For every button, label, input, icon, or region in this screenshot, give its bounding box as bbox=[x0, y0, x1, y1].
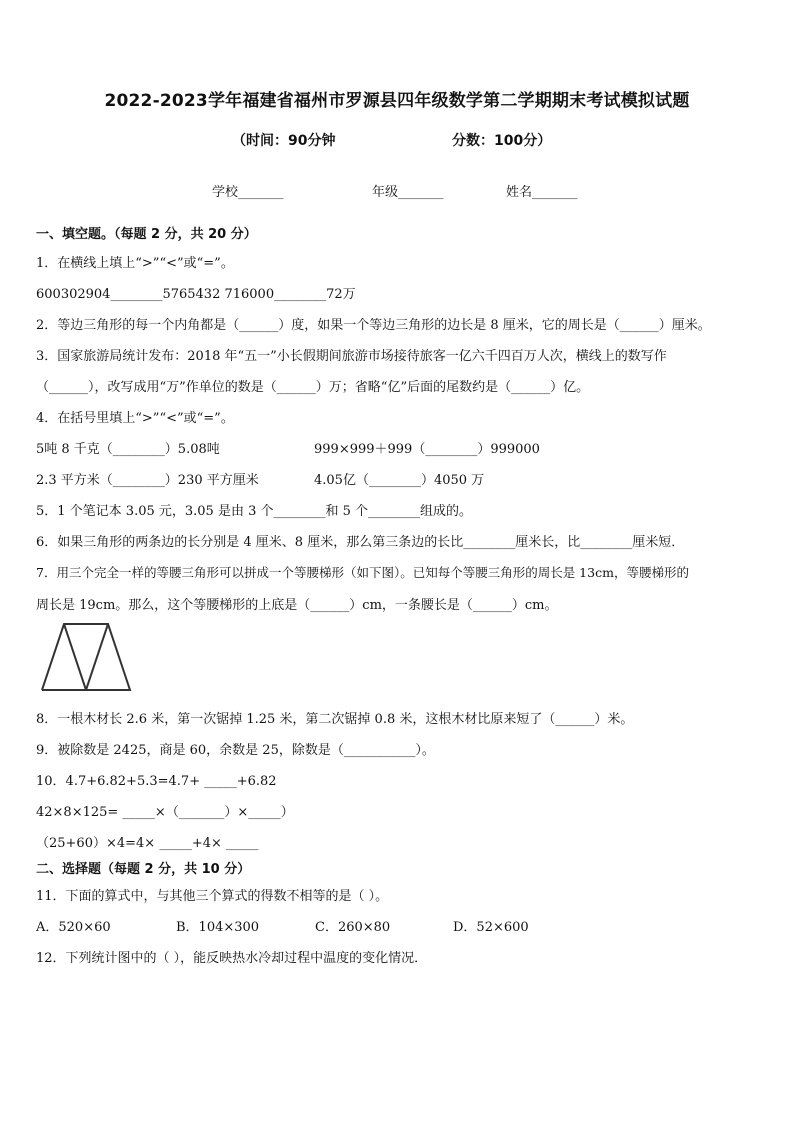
q1-line: 600302904________5765432 716000________72万 bbox=[36, 287, 356, 302]
q10-line3: （25+60）×4=4× _____+4× _____ bbox=[36, 836, 259, 851]
grade-field: 年级_______ bbox=[372, 185, 444, 200]
q4-b: 999×999＋999（________）999000 bbox=[314, 442, 540, 457]
q3-line2: （______），改写成用“万”作单位的数是（______）万；省略“亿”后面的尾数约是（______）亿。 bbox=[36, 380, 590, 395]
exam-title: 2022-2023学年福建省福州市罗源县四年级数学第二学期期末考试模拟试题 bbox=[104, 91, 690, 111]
trapezoid-inner-line-2 bbox=[86, 624, 108, 690]
q5: 5．1 个笔记本 3.05 元，3.05 是由 3 个________和 5 个________组成的。 bbox=[36, 504, 473, 519]
q7-line1: 7．用三个完全一样的等腰三角形可以拼成一个等腰梯形（如下图）。已知每个等腰三角形的周长是 13cm，等腰梯形的 bbox=[36, 565, 689, 580]
q1-stem: 1．在横线上填上“>”“<”或“=”。 bbox=[36, 256, 234, 271]
q3-line1: 3．国家旅游局统计发布：2018 年“五一”小长假期间旅游市场接待旅客一亿六千四百万人次，横线上的数写作 bbox=[36, 349, 667, 364]
q10-line2: 42×8×125= _____×（_______）×_____） bbox=[36, 805, 294, 820]
q4-c: 2.3 平方米（________）230 平方厘米 bbox=[36, 473, 259, 488]
trapezoid-inner-line-1 bbox=[64, 624, 86, 690]
q11-option-c: C．260×80 bbox=[315, 920, 391, 935]
q8: 8．一根木材长 2.6 米，第一次锯掉 1.25 米，第二次锯掉 0.8 米，这根木材比原来短了（______）米。 bbox=[36, 712, 634, 727]
q7-line2: 周长是 19cm。那么，这个等腰梯形的上底是（______）cm，一条腰长是（______）cm。 bbox=[36, 598, 558, 613]
score-label: 分数：100分） bbox=[452, 133, 552, 149]
q11-option-d: D．52×600 bbox=[453, 920, 529, 935]
q10-line1: 10．4.7+6.82+5.3=4.7+ _____+6.82 bbox=[36, 774, 277, 789]
q4-d: 4.05亿（________）4050 万 bbox=[314, 473, 485, 488]
name-field: 姓名_______ bbox=[506, 185, 578, 200]
q11-option-a: A．520×60 bbox=[36, 920, 111, 935]
time-label: （时间：90分钟 bbox=[232, 133, 336, 149]
section2-header: 二、选择题（每题 2 分，共 10 分） bbox=[36, 862, 251, 877]
q11-option-b: B．104×300 bbox=[176, 920, 260, 935]
q4-a: 5吨 8 千克（________）5.08吨 bbox=[36, 442, 220, 457]
q2: 2．等边三角形的每一个内角都是（______）度，如果一个等边三角形的边长是 8 厘米，它的周长是（______）厘米。 bbox=[36, 318, 711, 333]
q12: 12．下列统计图中的（ ），能反映热水冷却过程中温度的变化情况． bbox=[36, 951, 428, 966]
q9: 9．被除数是 2425，商是 60，余数是 25，除数是（___________）。 bbox=[36, 743, 435, 758]
q6: 6．如果三角形的两条边的长分别是 4 厘米、8 厘米，那么第三条边的长比________厘米长，比________厘米短． bbox=[36, 535, 685, 550]
q11-stem: 11．下面的算式中，与其他三个算式的得数不相等的是（ ）。 bbox=[36, 889, 389, 904]
trapezoid-outline bbox=[42, 624, 130, 690]
school-field: 学校_______ bbox=[212, 185, 284, 200]
section1-header: 一、填空题。（每题 2 分，共 20 分） bbox=[36, 227, 257, 242]
q4-stem: 4．在括号里填上“>”“<”或“=”。 bbox=[36, 411, 234, 426]
trapezoid-figure bbox=[36, 618, 136, 694]
